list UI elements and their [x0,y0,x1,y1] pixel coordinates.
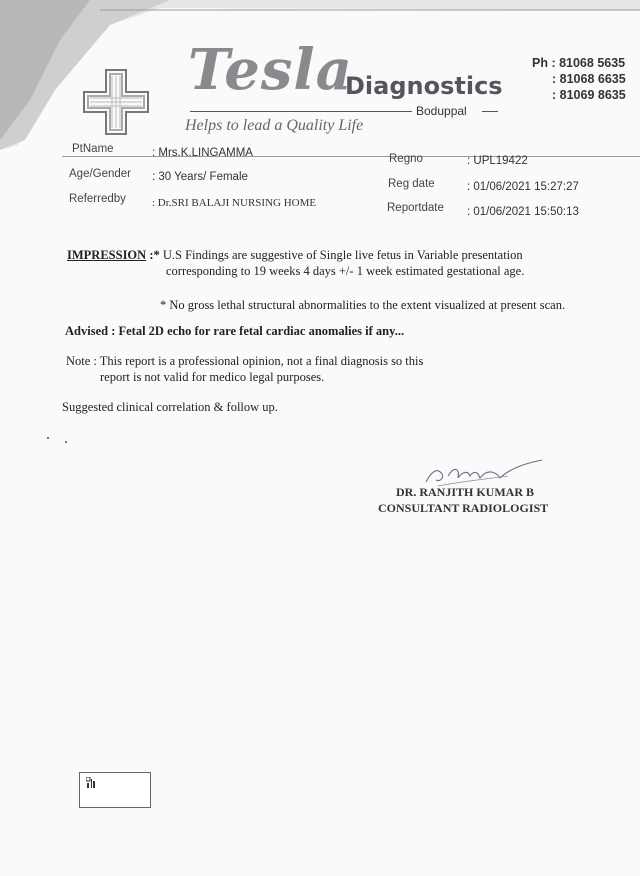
report-date-label: Reportdate [387,202,444,214]
signatory-name: DR. RANJITH KUMAR B [396,485,534,499]
impression-row [67,248,523,263]
advised-text: Advised : Fetal 2D echo for rare fetal cardiac anomalies if any... [65,324,405,338]
impression-line: * No gross lethal structural abnormalities to the extent visualized at present scan. [160,298,566,312]
age-gender-label: Age/Gender [69,168,132,180]
impression-line: U.S Findings are suggestive of Single live fetus in Variable presentation [162,248,523,262]
patient-name-value: : Mrs.K.LINGAMMA [152,147,253,159]
reg-date-value: : 01/06/2021 15:27:27 [467,181,579,193]
phone-list [532,55,626,103]
impression-separator: :* [149,248,160,262]
age-gender-value: : 30 Years/ Female [152,171,248,183]
regno-label: Regno [389,153,423,165]
signatory-title: CONSULTANT RADIOLOGIST [378,501,549,515]
header-divider [62,156,640,157]
brand-name: Tesla [188,37,353,103]
phone-number: : 81069 8635 [552,88,626,102]
barcode-icon [86,777,96,789]
branch-name: Boduppal [416,104,467,118]
reg-date-label: Reg date [388,178,435,190]
note-line: report is not valid for medico legal purposes. [100,370,325,384]
regno-value: : UPL19422 [467,155,528,167]
tesla-cross-logo [80,66,152,138]
tagline: Helps to lead a Quality Life [185,117,364,134]
paper-speck [65,441,67,443]
barcode-box [79,772,151,808]
impression-heading: IMPRESSION [67,248,147,262]
suggested-text: Suggested clinical correlation & follow up. [62,400,278,414]
referred-by-value: : Dr.SRI BALAJI NURSING HOME [152,197,317,209]
brand-underline [190,111,412,112]
brand-suffix: Diagnostics [345,72,503,100]
phone-number: Ph : 81068 5635 [532,56,626,70]
phone-number: : 81068 6635 [552,72,626,86]
impression-line: corresponding to 19 weeks 4 days +/- 1 week estimated gestational age. [166,264,525,278]
branch-underline [482,111,498,112]
note-line: Note : This report is a professional opinion, not a final diagnosis so this [66,354,424,368]
paper-speck [47,437,49,439]
patient-name-label: PtName [72,143,114,155]
referred-by-label: Referredby [69,193,126,205]
report-date-value: : 01/06/2021 15:50:13 [467,206,579,218]
